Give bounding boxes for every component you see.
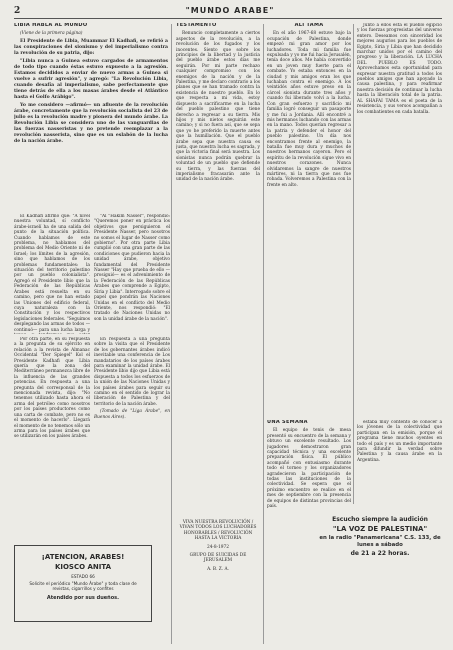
body-text: Junto a ellos está el pueblo egipcio y los fuerzas progresistas del universo entero. Deseamos con sinceridad los mejores augurios para los pueblos de Egipto, Siria y Libia que han decidido marchar unidos por el camino del progreso y la liberación. LA LUCHA DEL PUEBLO ES TODO. Aprovechamos esta oportunidad para expresar nuestra gratitud a todos los pueblos amigos que han apoyado la causa palestina, y para reafirmar nuestra decisión de continuar la lucha hasta la liberación total de la patria. AL SHAFAI TAMA es el poeta de la resistencia, y sus versos acompañan a los combatientes en cada batalla. [357, 23, 442, 115]
column-divider [171, 24, 172, 644]
signature-name: A. B. Z. A. [207, 566, 229, 572]
radio-line-4: de 21 a 22 horas. [350, 550, 410, 558]
ad-title: ¡ATENCION, ARABES! [41, 553, 125, 561]
kiosco-ad-box [14, 545, 152, 622]
body-text: El Kadhafi afirmó que: "A nivel nuestra voluntad, sí conflicto árabe-israelí ha de una salida del punto de la situación política. Cuando hablamos de este problema, no hablamos del problema del Medio Oriente ni de Israel; los límites de la agresión, sino que hablamos de los problemas fundamentales: la situación del territorio palestino por un pueblo colonialista". Agregó el Presidente libio que la Federación de las Repúblicas Árabes está resuelta en su camino, pero que no han estado las Uniones del edificio federal, cuya naturaleza con la Constitución y los respectivos legislaciones federales. "Seguimos desplegando las armas de todos —continuó— para una lucha larga y [14, 214, 90, 333]
article-kicker: LIBIA HABLA AL MUNDO [14, 23, 88, 28]
article-libia-body-right [94, 214, 170, 334]
column-divider [263, 24, 264, 644]
body-text: En el año 1967-68 estuve bajo la ocupación de Palestina, donde empezó mi gran amor por los luchadores. Toda mi familia fue expulsada y yo me fui hacia Jerusalén, tenía doce años. Me había convertido en un joven muy fuerte para el combate. Yo estaba entonces en la ciudad y mis amigos eran los que luchaban contra el enemigo. A los veintidós años estuve preso en la cárcel sionista durante tres años y cuando fui liberado volví a la lucha. Con gran esfuerzo y sacrificio mi familia logró conseguir un pasaporte y me fui a Jordania. Allí encontré a mis hermanos luchando con las armas en la mano. Todos querían regresar a la patria y defender el honor del pueblo palestino. Un día nos encontramos frente al enemigo, la batalla fue muy dura y muchos de nuestros hermanos cayeron. Pero el espíritu de la revolución sigue vivo en nuestros corazones. Nunca olvidaremos la sangre de nuestros mártires, ni la tierra que nos fue robada. Volveremos a Palestina con la frente en alto. [267, 31, 351, 188]
header-rule [14, 18, 442, 19]
ad-footer: Atendido por sus dueños. [46, 595, 120, 602]
article-testamento [176, 23, 260, 433]
article-ali-tama [267, 23, 351, 403]
article-libia-body-right-2 [94, 337, 170, 537]
article-far-right [357, 23, 442, 393]
article-libia-top [14, 23, 168, 213]
column-divider [353, 24, 354, 504]
masthead: "MUNDO ARABE" [185, 6, 275, 15]
body-text: El equipo de tenis de mesa presentó su encuentro de la semana y obtuvo un excelente resultado. Los jugadores demostraron gran capacidad técnica y una excelente preparación física. El público acompañó con entusiasmo durante todo el torneo y los organizadores agradecieron la participación de todas las instituciones de la colectividad. Se espera que el próximo encuentro se realice en el mes de septiembre con la presencia de equipos de distintas provincias del país. [267, 428, 351, 510]
article-kicker: ALI TAMA [294, 23, 324, 28]
source-note: (Tomado de "Liga Árabe", en Buenos Aires). [94, 409, 170, 420]
radio-line-2: "LA VOZ DE PALESTINA" [332, 525, 428, 533]
article-far-right-2 [357, 420, 442, 510]
page-number: 2 [14, 6, 21, 16]
continued-note: (Viene de la primera página) [20, 31, 83, 37]
body-text: Renuncio completamente a ciertos aspectos de la revolución, a la revolución de los fugados y los inocentes. Siento que sobre los principios de la libertad y la justicia del pueblo árabe estos días me seguirán. Por mi parte rechazo cualquier compromiso con los enemigos de la nación y de la Palestina, y me declaro contrario a los planes que se han tramado contra la existencia de nuestro pueblo. En lo que respecta a mi vida, estoy dispuesto a sacrificarme en la lucha del pueblo palestino que tiene derecho a regresar a su tierra. Mis hijos y mis nietos seguirán este camino; y si no fuera así, que se sepa que yo he preferido la muerte antes que la humillación. Que el pueblo árabe sepa que nuestra causa es justa, que nuestra lucha es sagrada, y que la victoria final será nuestra. Los sionistas nunca podrán quebrar la voluntad de un pueblo que defiende su tierra, y las fuerzas del imperialismo fracasarán ante la unidad de la nación árabe. [176, 31, 260, 183]
radio-line-1: Escucho siempre la audición [332, 516, 428, 523]
article-libia-body-left [14, 214, 90, 334]
signature-slogans: VIVA NUESTRA REVOLUCIÓN / VIVAN TODOS LOS LUCHADORES HONORABLES / REVOLUCIÓN HASTA LA VICTORIA [179, 520, 257, 542]
ad-name: KIOSCO ANITA [54, 563, 112, 571]
body-text: Por otra parte, en su respuesta a la pregunta de su ejército en relación a la revista de Almanac Occidental "Der Spiegel" Kol el Presidente Kadhafi que Libia quería que la zona del Mediterráneo permanezca libre de la influencia de las grandes potencias. En respuesta a una pregunta del corresponsal de la mencionada revista, dijo: "No tenemos utilizado hasta ahora el arma del petróleo como nosotros por los países productores como una carta de combate, pero no es el momento de hacerlo". Llegará el momento de no tenemos sólo un arma para los países árabes que se utilizarán en los países árabes. [14, 337, 90, 440]
testament-signature [176, 520, 260, 572]
signature-date: 24-8-1972 [206, 544, 230, 550]
body-text: "Al "Hakim Nasser", respondió: "Queremos poner en práctica los objetivos que persiguieron el Presidente Nasser, pero nosotros no somos el lugar de Nasser como gobierno". Por otra parte Libia cumplió con una gran parte de las condiciones que pudieron hacia la unidad árabe, objetivo fundamental del Presidente Nasser "Hay que prueba de ello —prosiguió— es el advenimiento de la Federación de las Repúblicas Árabes que comprende a Egipto, Siria y Libia". Interrogado sobre el papel que pondrán las Naciones Unidas en el conflicto del Medio Oriente, nos respondió: "El tratado de Naciones Unidas no son la unidad árabe de la nación". [94, 214, 170, 322]
radio-line-3: en la radio "Panamericana" C.S. 133, de lunes a sábado [319, 535, 441, 548]
ad-address: ESTADO 66 [71, 574, 95, 579]
page-header [0, 6, 453, 18]
lead-paragraph-2: "Libia nunca a Guinea estuvo cargados de armamentos de todo tipo cuando éstas estuvo expuesto a la agresión. Estamos decididos a enviar de nuevo armas a Guinea si vuelve a sufrir agresión", y agregó: "La Revolución Libia, cuando desafía al imperialismo, sabe perfectamente que tiene detrás de ella a los masas árabes desde el Atlántico hasta el Golfo Arábigo". [14, 58, 168, 100]
article-libia-body-left-2 [14, 337, 90, 537]
signature-org: GRUPO DE SUICIDAS DE JERUSALEM [189, 553, 247, 564]
body-text: En respuesta a una pregunta sobre la visita que el Presidente de los gobernantes árabes indicó inevitable una conferencia de Los mandatarios de los países árabes para examinar la unidad árabe. El Presidente libio dijo que Libia está dispuesta a todos los esfuerzos de la unión de las Naciones Unidas y los países árabes para seguir su camino en el sentido de lograr la liberación de Palestina y del territorio de la nación árabe. [94, 337, 170, 407]
lead-paragraph-3: Yo me considero —afirmó— un afluente de la revolución árabe, concretamente que la revolución socialista del 23 de julio es la revolución madre y pionera del mundo árabe. La Revolución Libia se considera uno de las vanguardias de las fuerzas nasseristas y no pretende reemplazar a la revolución nasserista, sino que es un eslabón de la lucha de la nación árabe. [14, 102, 168, 144]
article-kicker: TESTAMENTO [176, 23, 217, 28]
lead-paragraph-1: El Presidente de Libia, Muammar El Kadhafi, se refirió a las conspiraciones del sionismo y del imperialismo contra la revolución de su patria, dijo: [14, 38, 168, 56]
article-kicker: UNA SEMANA [267, 420, 308, 425]
body-text: estaba muy contento de conocer a los jóvenes de la colectividad que participan en la emisión, porque el programa tiene muchos oyentes en todo el país y es un medio importante para difundir la verdad sobre Palestina y la causa árabe en la Argentina. [357, 420, 442, 463]
ad-text: Solicite el periódico "Mundo Árabe" y toda clase de revistas, cigarrillos y confites [29, 581, 137, 592]
radio-announcement [318, 516, 442, 557]
